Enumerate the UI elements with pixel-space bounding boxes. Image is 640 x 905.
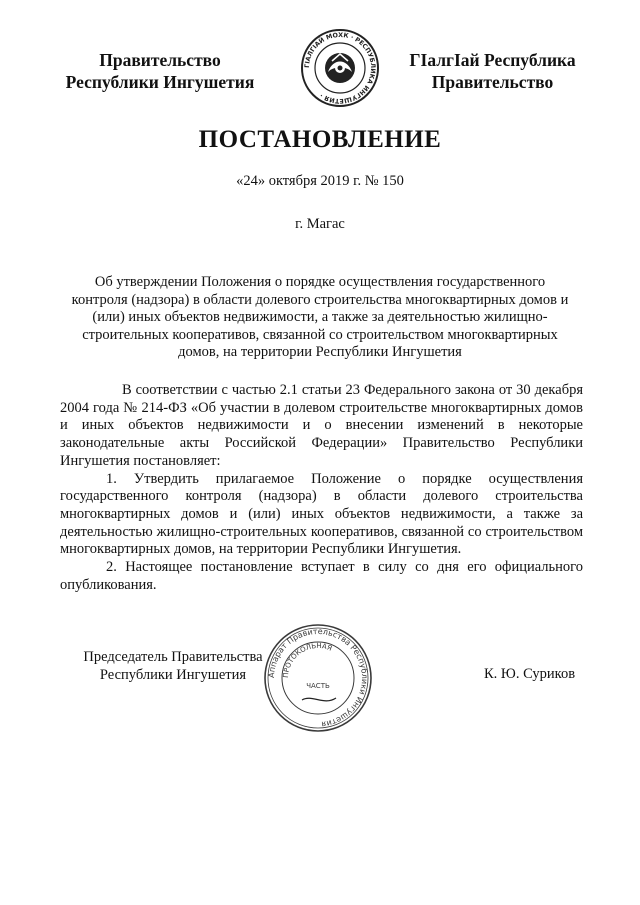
city-line: г. Магас [295,216,345,232]
item-2-paragraph: 2. Настоящее постановление вступает в силу со дня его официального опубликования. [60,559,583,593]
signatory-position-line1: Председатель Правительства [83,649,263,665]
header-left [50,49,270,93]
signatory-name: К. Ю. Суриков [484,666,576,682]
signature-stroke [302,698,336,701]
stamp-outer-text: Аппарат Правительства Республики Ингушетия [266,626,370,729]
coat-of-arms-icon [300,28,380,108]
header-right-line2: Правительство [431,72,554,92]
emblem-ring-text: ГIАЛГIАЙ МОХК · РЕСПУБЛИКА ИНГУШЕТИЯ · [303,31,377,105]
header-right-line1: ГIалгIай Республика [409,50,576,70]
signatory-position-line2: Республики Ингушетия [99,667,247,683]
document-body [60,382,583,594]
document-title: ПОСТАНОВЛЕНИЕ [198,126,442,153]
official-stamp-icon [262,622,374,734]
header-left-line1: Правительство [99,50,221,70]
signatory-position [78,648,268,684]
header-left-line2: Республики Ингушетия [65,72,255,92]
intro-paragraph: В соответствии с частью 2.1 статьи 23 Федерального закона от 30 декабря 2004 года № 214-ФЗ «Об участии в долевом строительстве многоквартирных домов и иных объектов недвижимости и о внесении изменений в некоторые законодательные акты Российской Федерации» Правительство Республики Ингушетия постановляет: [60,382,583,469]
stamp-inner-text: ПРОТОКОЛЬНАЯ [281,641,334,679]
stamp-center-text: ЧАСТЬ [306,682,330,690]
item-1-paragraph: 1. Утвердить прилагаемое Положение о порядке осуществления государственного контроля (надзора) в области долевого строительства многоквартирных домов и (или) иных объектов недвижимости, а также за деятельностью жилищно-строительных кооперативов, связанной со строительством многоквартирных домов, на территории Республики Ингушетия. [60,470,583,558]
date-number-line: «24» октября 2019 г. № 150 [236,173,404,189]
header-right [390,49,595,93]
document-subject: Об утверждении Положения о порядке осуществления государственного контроля (надзора) в области долевого строительства многоквартирных домов и (или) иных объектов недвижимости, а также за деятельностью жилищно-строительных кооперативов, связанной со строительством многоквартирных домов, на территории Республики Ингушетия [71,274,569,361]
